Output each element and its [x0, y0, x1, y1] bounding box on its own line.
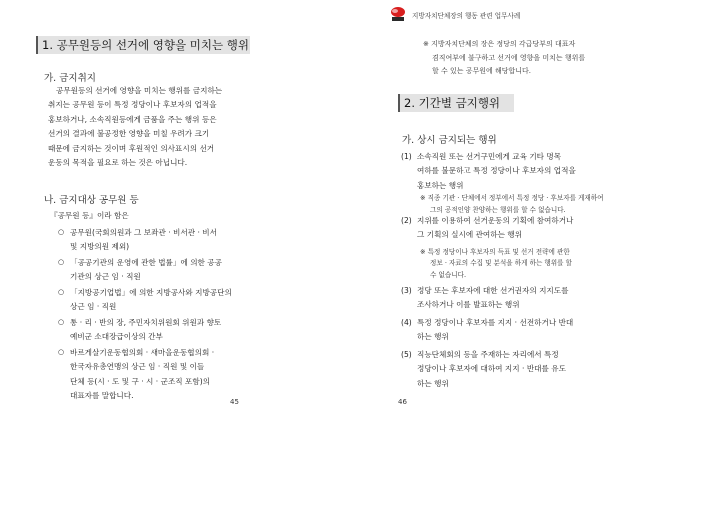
left-bullet-item [70, 316, 250, 345]
item-number: (5) [401, 350, 412, 359]
left-bullet-item [70, 226, 250, 255]
text-line: 대표자를 말합니다. [70, 391, 134, 401]
left-page-number: 45 [230, 398, 239, 406]
left-subheading-b: 나. 금지대상 공무원 등 [44, 195, 139, 206]
left-bullet-item [70, 346, 250, 404]
text-line: 상근 임 · 직원 [70, 302, 117, 312]
left-intro: 『공무원 등』이라 함은 [50, 211, 129, 220]
text-line: 여하를 불문하고 특정 정당이나 후보자의 업적을 [417, 166, 576, 176]
logo-icon [388, 6, 408, 22]
bullet-circle-icon: ○ [58, 258, 65, 266]
text-line: 한국자유총연맹의 상근 임 · 직원 및 이들 [70, 362, 205, 372]
title-bar-accent [36, 36, 38, 54]
right-list-item [417, 284, 613, 313]
text-line: 기관의 상근 임 · 직원 [70, 272, 141, 282]
left-bullet-item [70, 286, 250, 315]
text-line: 홍보하거나, 소속직원등에게 금품을 주는 행위 등은 [48, 114, 217, 124]
text-line: 때문에 금지하는 것이며 후원적인 의사표시의 선거 [48, 143, 215, 153]
text-line: 정당 또는 후보자에 대한 선거권자의 지지도를 [417, 286, 569, 295]
text-line: 「지방공기업법」에 의한 지방공사와 지방공단의 [70, 288, 232, 297]
right-list-item [417, 348, 613, 391]
bullet-circle-icon: ○ [58, 228, 65, 236]
text-line: 통 · 리 · 반의 장, 주민자치위원회 위원과 향토 [70, 318, 222, 327]
right-section-title-box [398, 94, 514, 112]
right-list-item [417, 150, 613, 216]
text-line: ※ 특정 정당이나 후보자의 득표 및 선거 전략에 관한 [420, 247, 570, 256]
right-list-item [417, 316, 613, 345]
text-line: 선거의 결과에 불공정한 영향을 미칠 우려가 크기 [48, 129, 210, 139]
item-number: (3) [401, 286, 412, 295]
text-line: 취지는 공무원 등이 특정 정당이나 후보자의 업적을 [48, 100, 217, 110]
right-top-note [423, 38, 613, 79]
title-bar-accent [398, 94, 400, 112]
right-page-number: 46 [398, 398, 407, 406]
item-number: (2) [401, 216, 412, 225]
item-note [417, 193, 613, 216]
item-number: (4) [401, 318, 412, 327]
left-bullet-item [70, 256, 250, 285]
text-line: 소속직원 또는 선거구민에게 교육 기타 명목 [417, 152, 562, 161]
right-subheading-a: 가. 상시 금지되는 행위 [402, 135, 497, 146]
text-line: 조사하거나 이를 발표하는 행위 [417, 300, 520, 310]
right-section-title: 2. 기간별 금지행위 [404, 96, 501, 110]
text-line: 하는 행위 [417, 332, 449, 342]
text-line: ※ 지방자치단체의 장은 정당의 각급당부의 대표자 [423, 40, 576, 48]
bullet-circle-icon: ○ [58, 288, 65, 296]
text-line: 및 지방의원 제외) [70, 242, 130, 252]
text-line: 공무원등의 선거에 영향을 미치는 행위를 금지하는 [56, 86, 223, 95]
text-line: 공무원(국회의원과 그 보좌관 · 비서관 · 비서 [70, 228, 217, 237]
running-header: 지방자치단체장의 행동 관련 업무사례 [412, 12, 521, 20]
text-line: 수 없습니다. [430, 270, 467, 279]
text-line: 「공공기관의 운영에 관한 법률」에 의한 공공 [70, 258, 222, 267]
left-section-title-box [36, 36, 250, 54]
text-line: 직능단체회의 등을 주재하는 자리에서 특정 [417, 350, 559, 359]
bullet-circle-icon: ○ [58, 318, 65, 326]
text-line: 정보 · 자료의 수집 및 분석을 하게 하는 행위를 할 [430, 259, 572, 268]
text-line: 바르게살기운동협의회 · 새마을운동협의회 · [70, 348, 215, 357]
text-line: 특정 정당이나 후보자를 지지 · 선전하거나 반대 [417, 318, 574, 327]
item-note [417, 247, 613, 282]
left-paragraph-a [48, 84, 248, 170]
text-line: 그의 공적인양 찬양하는 행위를 할 수 없습니다. [430, 205, 566, 214]
text-line: 겸직여부에 불구하고 선거에 영향을 미치는 행위를 [432, 53, 586, 62]
bullet-circle-icon: ○ [58, 348, 65, 356]
right-list-item [417, 214, 613, 281]
text-line: ※ 직종 기관 · 단체에서 정부에서 특정 정당 · 후보자를 게재하여 [420, 194, 604, 203]
text-line: 그 기획의 실시에 관여하는 행위 [417, 230, 523, 240]
text-line: 지위를 이용하여 선거운동의 기획에 참여하거나 [417, 216, 574, 225]
text-line: 하는 행위 [417, 378, 449, 388]
text-line: 할 수 있는 공무원에 해당합니다. [432, 67, 532, 75]
text-line: 정당이나 후보자에 대하여 지지 · 반대를 유도 [417, 364, 566, 374]
text-line: 홍보하는 행위 [417, 180, 464, 190]
text-line: 운동의 목적을 필요로 하는 것은 아닙니다. [48, 158, 188, 168]
text-line: 단체 등(시 · 도 및 구 · 시 · 군조직 포함)의 [70, 376, 211, 386]
left-section-title: 1. 공무원등의 선거에 영향을 미치는 행위 [42, 38, 249, 52]
left-subheading-a: 가. 금지취지 [44, 73, 96, 84]
item-number: (1) [401, 152, 412, 161]
text-line: 예비군 소대장급이상의 간부 [70, 332, 163, 342]
